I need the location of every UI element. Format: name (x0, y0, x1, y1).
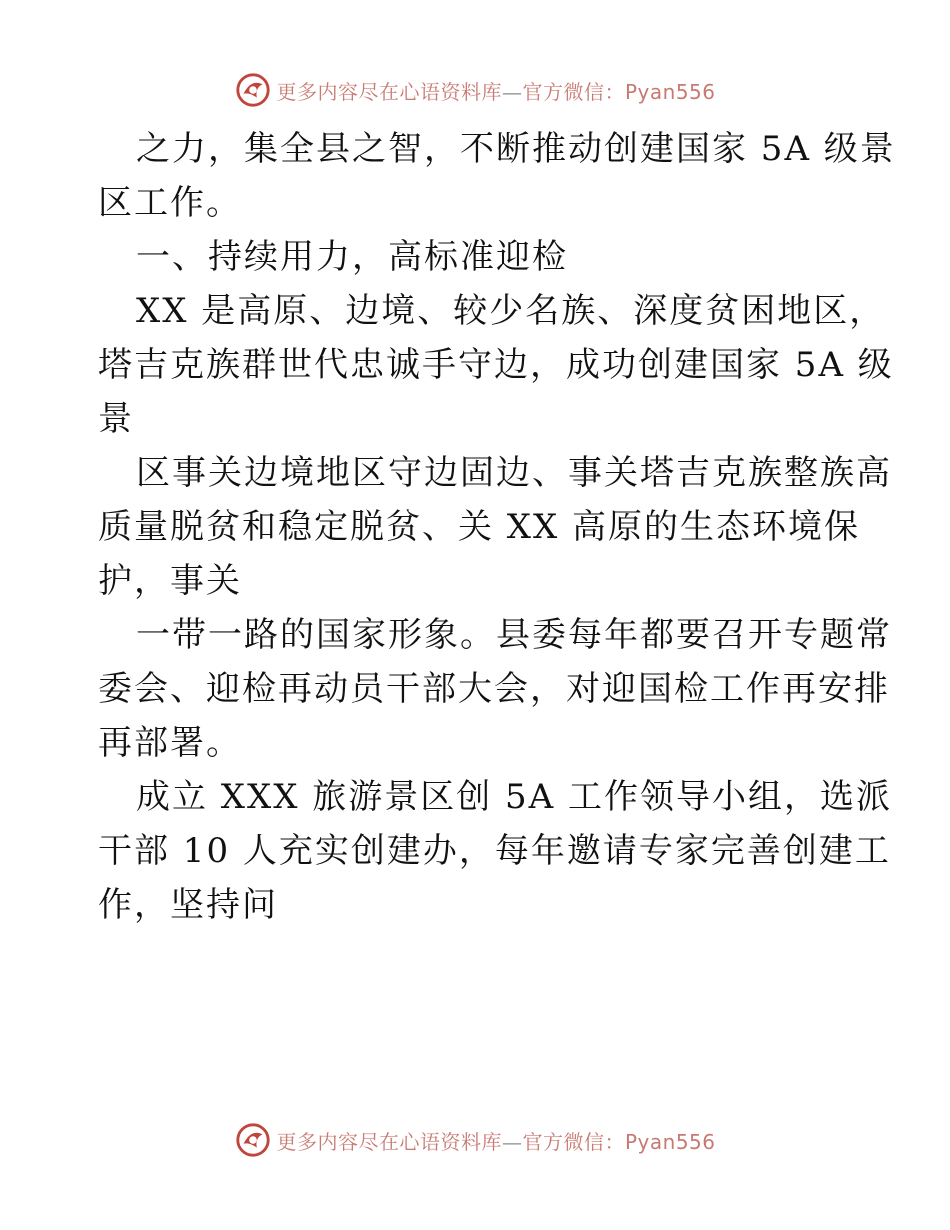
body-line: 之力，集全县之智，不断推动创建国家 5A 级景 (136, 129, 896, 169)
body-line: 干部 10 人充实创建办，每年邀请专家完善创建工 (98, 831, 891, 871)
banner-separator: — (501, 79, 523, 104)
banner-caption (276, 1126, 715, 1155)
banner-wechat-id: Pyan556 (624, 1129, 716, 1154)
body-line: 区事关边境地区守边固边、事关塔吉克族整族高 (136, 453, 892, 493)
body-line: 一带一路的国家形象。县委每年都要召开专题常 (136, 615, 892, 655)
banner-wechat-label: 官方微信： (522, 79, 625, 104)
banner-wechat-id: Pyan556 (624, 79, 716, 104)
body-line: 作，坚持问 (98, 885, 278, 925)
banner-wechat-label: 官方微信： (522, 1129, 625, 1154)
red-swirl-logo-icon (234, 71, 272, 109)
body-line: 景 (98, 399, 134, 439)
banner-caption (276, 76, 715, 105)
body-line: 塔吉克族群世代忠诚手守边，成功创建国家 5A 级 (98, 345, 894, 385)
body-line: 质量脱贫和稳定脱贫、关 XX 高原的生态环境保 (98, 507, 861, 547)
body-line: 再部署。 (98, 723, 242, 763)
footer-banner (0, 1118, 950, 1162)
header-banner (0, 68, 950, 112)
banner-site-text: 更多内容尽在心语资料库 (276, 1129, 502, 1154)
body-line: 区工作。 (98, 183, 242, 223)
body-line: 护，事关 (98, 561, 242, 601)
red-swirl-logo-icon (234, 1121, 272, 1159)
body-line: 委会、迎检再动员干部大会，对迎国检工作再安排 (98, 669, 890, 709)
body-line: 成立 XXX 旅游景区创 5A 工作领导小组，选派 (136, 777, 893, 817)
section-heading: 一、持续用力，高标准迎检 (136, 237, 568, 277)
banner-separator: — (501, 1129, 523, 1154)
document-body (98, 122, 896, 932)
banner-site-text: 更多内容尽在心语资料库 (276, 79, 502, 104)
body-line: XX 是高原、边境、较少名族、深度贫困地区， (136, 291, 886, 331)
